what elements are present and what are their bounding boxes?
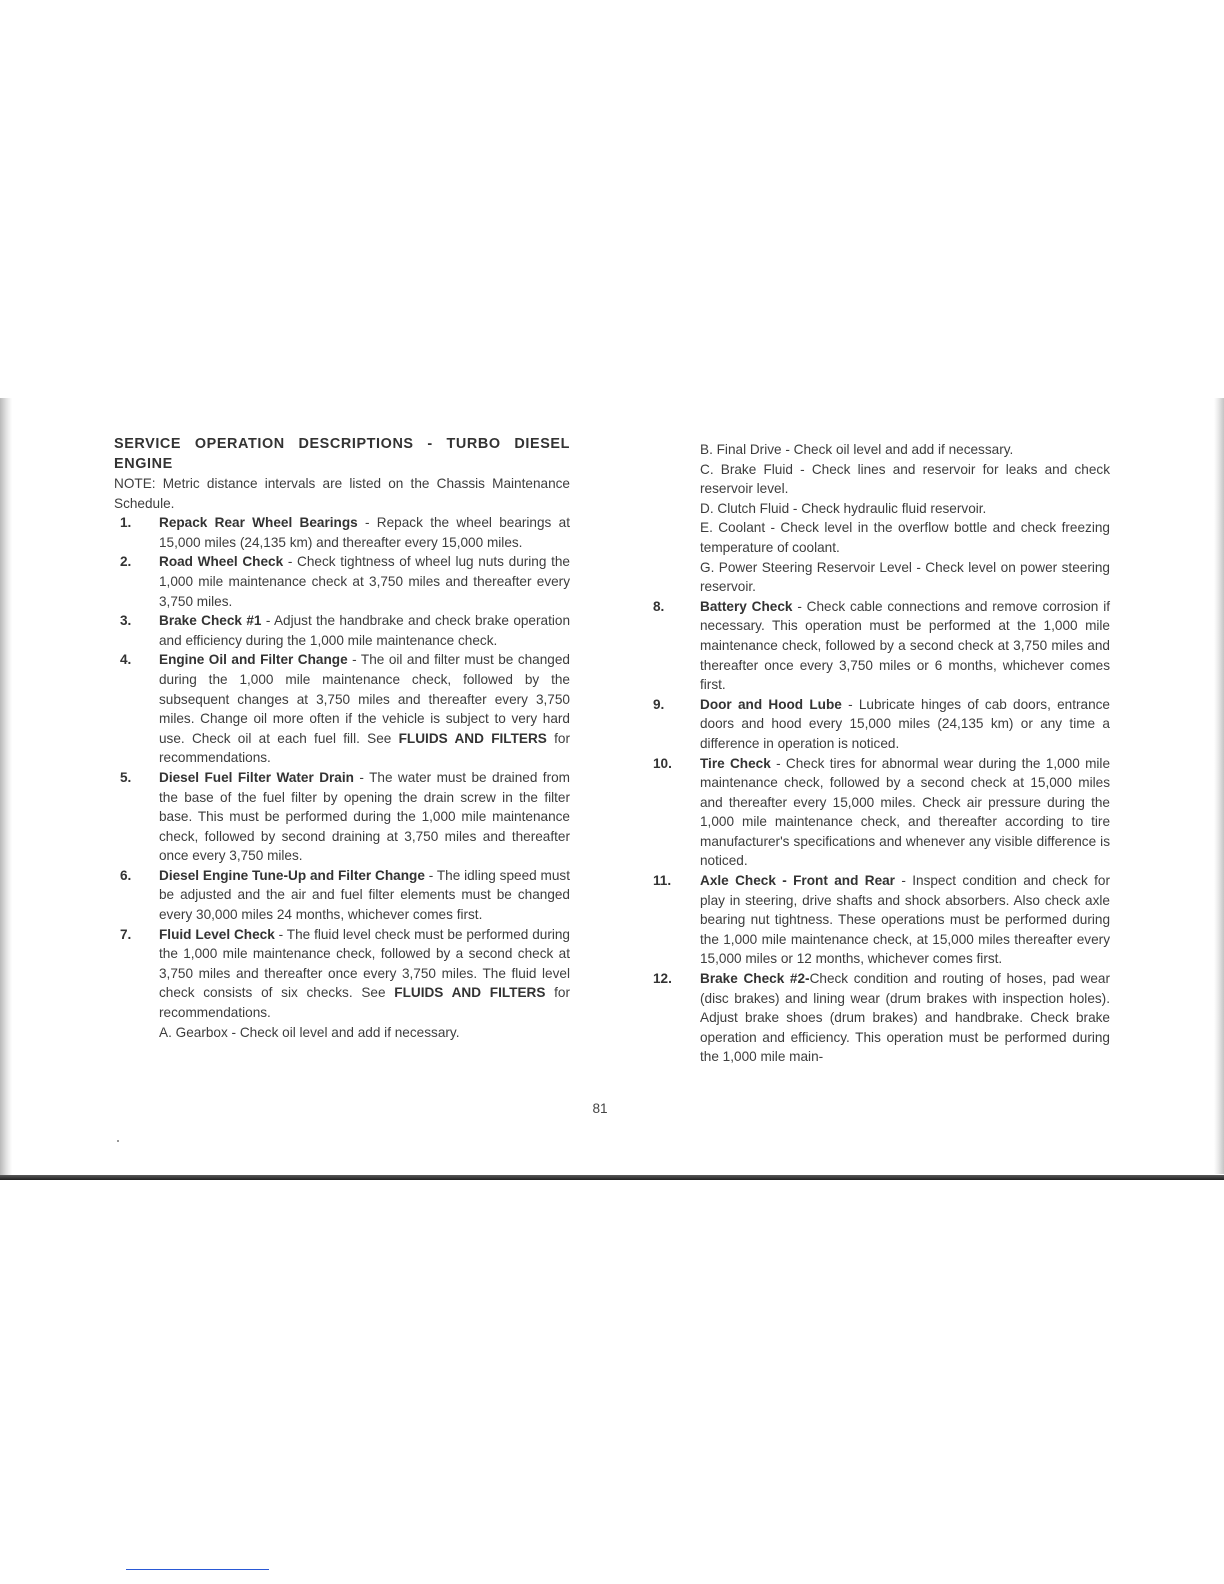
item-title: Door and Hood Lube: [700, 696, 842, 712]
item-number: 2.: [120, 554, 132, 570]
sub-item: C. Brake Fluid - Check lines and reservoir for leaks and check reservoir level.: [700, 461, 1110, 497]
item-text: - The fluid level check must be performed during the 1,000 mile maintenance check, followed by a second check at 3,750 miles and thereafter once every 3,750 miles. The fluid level check consists of six checks. See: [159, 926, 570, 1001]
item-number: 11.: [653, 873, 672, 889]
sub-item: E. Coolant - Check level in the overflow bottle and check freezing temperature of coolant.: [700, 520, 1110, 555]
sub-item: B. Final Drive - Check oil level and add if necessary.: [700, 442, 1014, 457]
item-number: 6.: [120, 867, 132, 883]
link-underline: [126, 1569, 269, 1570]
cross-reference: FLUIDS AND FILTERS: [394, 985, 546, 1001]
item-number: 9.: [653, 696, 665, 712]
item-title: Diesel Fuel Filter Water Drain: [159, 769, 354, 785]
item-number: 7.: [120, 926, 132, 942]
item-text: - Inspect condition and check for play in steering, drive shafts and shock absorbers. Also check axle bearing nut tightness. These operations must be performed during the 1,000 mile maintenance check, at 15,000 miles thereafter every 15,000 miles or 12 months, whichever comes first.: [700, 873, 1110, 967]
list-item: [653, 695, 1110, 754]
item-title: Fluid Level Check: [159, 926, 275, 942]
left-column: [114, 434, 570, 1042]
right-column: [653, 440, 1110, 1067]
item-title: Tire Check: [700, 755, 771, 771]
item-text: - The idling speed must be adjusted and the air and fuel filter elements must be changed every 30,000 miles 24 months, whichever comes first.: [159, 867, 570, 923]
cross-reference: FLUIDS AND FILTERS: [398, 730, 547, 746]
item-title: Brake Check #1: [159, 613, 262, 629]
item-text: - Lubricate hinges of cab doors, entrance doors and hood every 15,000 miles (24,135 km) or any time a difference in operation is noticed.: [700, 696, 1110, 751]
item-text: - The oil and filter must be changed during the 1,000 mile maintenance check, followed by the subsequent changes at 3,750 miles and thereafter every 3,750 miles. Change oil more often if the vehicle is subject to very hard use. Check oil at each fuel fill. See: [159, 652, 570, 746]
list-item: [653, 969, 1110, 1067]
item-text: - Check cable connections and remove corrosion if necessary. This operation must be performed at the 1,000 mile maintenance check, followed by a second check at 3,750 miles and thereafter once every 3,750 miles or 6 months, whichever comes first.: [700, 598, 1110, 693]
item-number: 4.: [120, 652, 132, 668]
item-text-tail: for recommendations.: [159, 730, 571, 766]
item-number: 10.: [653, 755, 672, 771]
sub-item: A. Gearbox - Check oil level and add if necessary.: [159, 1024, 460, 1040]
list-item: [114, 552, 570, 611]
item-title: Axle Check - Front and Rear: [700, 873, 895, 889]
sub-item: G. Power Steering Reservoir Level - Check level on power steering reservoir.: [700, 559, 1110, 595]
page-binding-shadow-left: [0, 398, 12, 1176]
item-text: - Check tires for abnormal wear during the 1,000 mile maintenance check, followed by a second check at 15,000 miles and thereafter every 15,000 miles. Check air pressure during the 1,000 mile maintenance check, and thereafter according to tire manufacturer's specifications and whenever any visible difference is noticed.: [700, 755, 1110, 869]
item-title: Engine Oil and Filter Change: [159, 652, 348, 668]
item-text: - Adjust the handbrake and check brake operation and efficiency during the 1,000 mile maintenance check.: [159, 613, 570, 648]
item-text: - Repack the wheel bearings at 15,000 miles (24,135 km) and thereafter every 15,000 miles.: [159, 515, 570, 550]
item-text: - The water must be drained from the base of the fuel filter by opening the drain screw in the filter base. This must be performed during the 1,000 mile maintenance check, followed by second draining at 3,750 miles and thereafter once every 3,750 miles.: [159, 769, 570, 864]
metric-note: NOTE: Metric distance intervals are listed on the Chassis Maintenance Schedule.: [114, 476, 570, 511]
scan-speck: [117, 1140, 119, 1142]
list-item: [114, 925, 570, 1023]
section-heading: SERVICE OPERATION DESCRIPTIONS - TURBO DIESEL ENGINE: [114, 436, 570, 472]
page-binding-shadow-right: [1214, 398, 1224, 1174]
item-text-tail: for recommendations.: [159, 985, 571, 1021]
item-title: Battery Check: [700, 598, 793, 614]
item-title: Road Wheel Check: [159, 554, 284, 570]
list-item: [653, 597, 1110, 695]
list-item: [114, 611, 570, 650]
list-item: [114, 866, 570, 925]
item-title: Brake Check #2-: [700, 971, 810, 987]
list-item: [653, 871, 1110, 969]
item-title: Diesel Engine Tune-Up and Filter Change: [159, 867, 425, 883]
list-item: [114, 650, 570, 768]
item-number: 1.: [120, 515, 132, 531]
sub-item: D. Clutch Fluid - Check hydraulic fluid reservoir.: [700, 500, 987, 516]
item-text: - Check tightness of wheel lug nuts during the 1,000 mile maintenance check at 3,750 miles and thereafter every 3,750 miles.: [159, 554, 570, 609]
list-item: [114, 513, 570, 552]
list-item: [653, 754, 1110, 872]
item-number: 8.: [653, 598, 665, 614]
page-bottom-edge: [0, 1175, 1224, 1180]
page-number: 81: [592, 1101, 608, 1116]
list-item: [114, 768, 570, 866]
item-title: Repack Rear Wheel Bearings: [159, 515, 358, 531]
item-number: 12.: [653, 971, 672, 987]
item-number: 5.: [120, 769, 132, 785]
item-number: 3.: [120, 613, 132, 629]
item-text: Check condition and routing of hoses, pad wear (disc brakes) and lining wear (drum brakes with inspection holes). Adjust brake shoes (drum brakes) and handbrake. Check brake operation and efficiency. This operation must be performed during the 1,000 mile main-: [700, 971, 1110, 1065]
